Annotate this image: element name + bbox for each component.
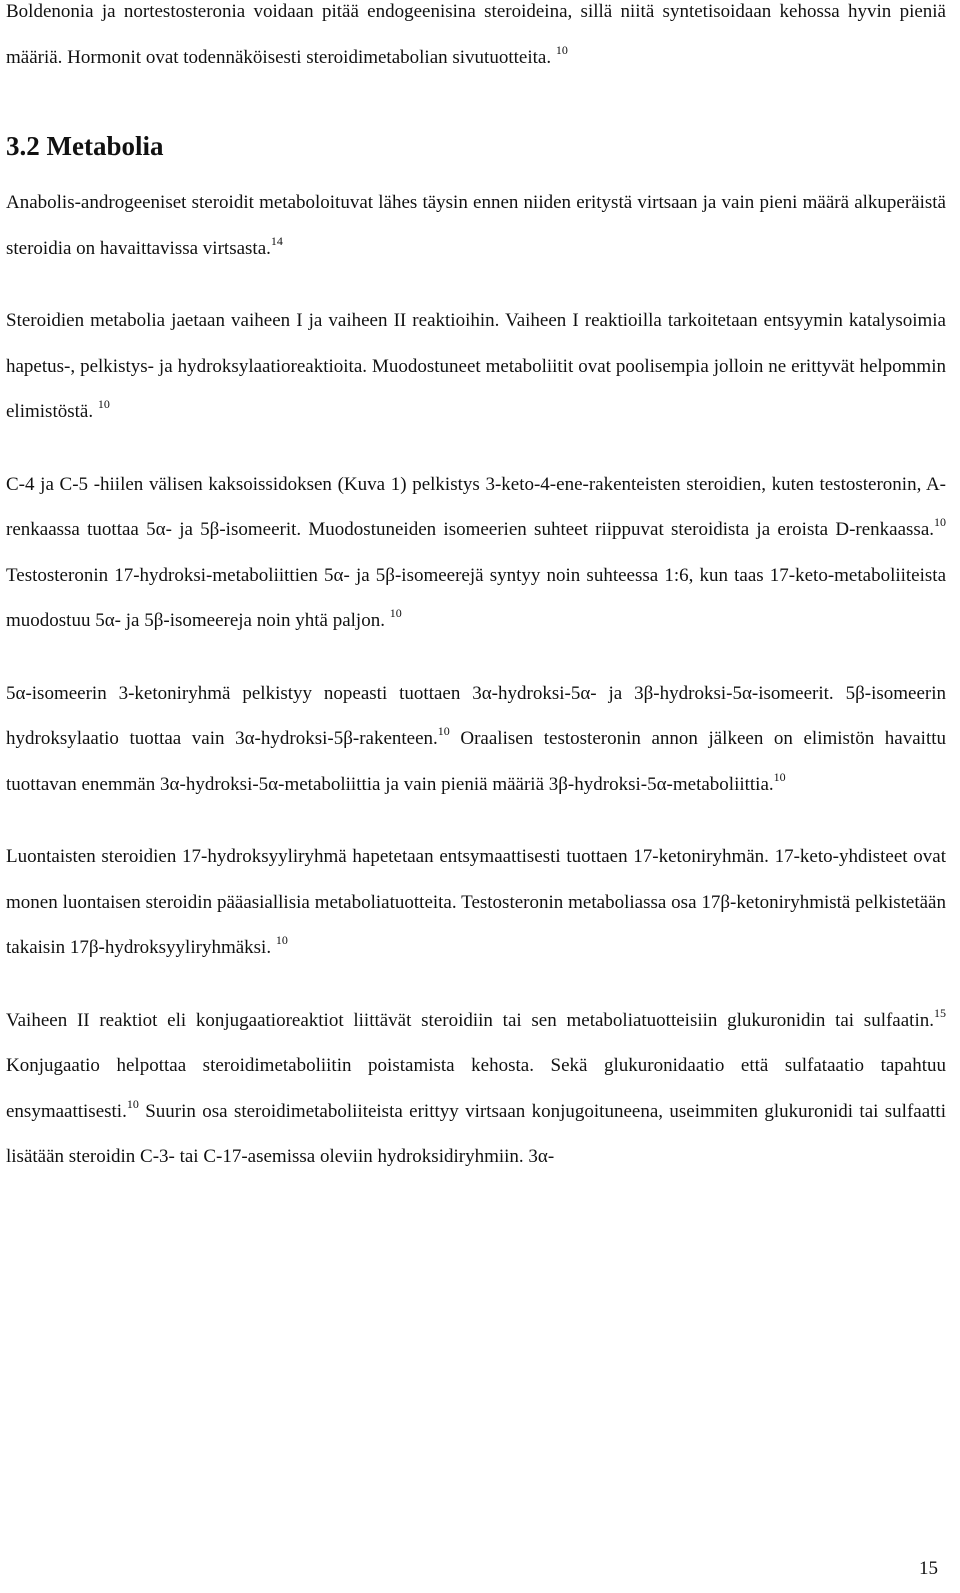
reference-superscript: 14	[270, 233, 283, 248]
paragraph-text: Anabolis-androgeeniset steroidit metaboloituvat lähes täysin ennen niiden eritystä virtsaan ja vain pieni määrä alkuperäistä steroidia on havaittavissa virtsasta.	[6, 192, 946, 259]
reference-superscript: 15	[934, 1005, 946, 1020]
paragraph-metabolism-intro	[6, 180, 946, 271]
paragraph-text: Steroidien metabolia jaetaan vaiheen I ja vaiheen II reaktioihin. Vaiheen I reaktioilla tarkoitetaan entsyymin katalysoimia hapetus-, pelkistys- ja hydroksylaatioreaktioita. Muodostuneet metaboliitit ovat poolisempia jolloin ne erittyvät helpommin elimistöstä.	[6, 310, 946, 422]
page-number: 15	[919, 1558, 938, 1579]
paragraph-text: Boldenonia ja nortestosteronia voidaan pitää endogeenisina steroideina, sillä niitä syntetisoidaan kehossa hyvin pieniä määriä. Hormonit ovat todennäköisesti steroidimetabolian sivutuotteita.	[6, 1, 946, 68]
document-page	[6, 0, 946, 1180]
paragraph-isomer-reduction	[6, 671, 946, 808]
paragraph-text: Oraalisen testosteronin annon jälkeen on elimistön havaittu tuottavan enemmän 3α-hydroksi-5α-metaboliittia ja vain pieniä määriä 3β-hydroksi-5α-metaboliittia.	[6, 728, 946, 795]
paragraph-text: C-4 ja C-5 -hiilen välisen kaksoissidoksen (Kuva 1) pelkistys 3-keto-4-ene-rakenteisten steroidien, kuten testosteronin, A-renkaassa tuottaa 5α- ja 5β-isomeerit. Muodostuneiden isomeerien suhteet riippuvat steroidista ja eroista D-renkaassa.	[6, 473, 946, 540]
section-heading: 3.2 Metabolia	[6, 131, 164, 161]
reference-superscript: 10	[555, 42, 568, 57]
reference-superscript: 10	[389, 606, 402, 620]
paragraph-text: Luontaisten steroidien 17-hydroksyyliryhmä hapetetaan entsymaattisesti tuottaen 17-ketoniryhmän. 17-keto-yhdisteet ovat monen luontaisen steroidin pääasiallisia metaboliatuotteita. Testosteronin metaboliassa osa 17β-ketoniryhmistä pelkistetään takaisin 17β-hydroksyyliryhmäksi.	[6, 846, 946, 958]
reference-superscript: 10	[437, 724, 450, 738]
paragraph-text: Vaiheen II reaktiot eli konjugaatioreaktiot liittävät steroidiin tai sen metaboliatuotteisiin glukuronidin tai sulfaatin.	[6, 1009, 934, 1031]
paragraph-text: 5α-isomeerin 3-ketoniryhmä pelkistyy nopeasti tuottaen 3α-hydroksi-5α- ja 3β-hydroksi-5α-isomeerit. 5β-isomeerin hydroksylaatio tuottaa vain 3α-hydroksi-5β-rakenteen.	[6, 682, 946, 749]
paragraph-text: Suurin osa steroidimetaboliiteista erittyy virtsaan konjugoituneena, useimmiten glukuronidi tai sulfaatti lisätään steroidin C-3- tai C-17-asemissa oleviin hydroksidiryhmiin. 3α-	[6, 1100, 946, 1167]
paragraph-text: Konjugaatio helpottaa steroidimetaboliitin poistamista kehosta. Sekä glukuronidaatio että sulfataatio tapahtuu ensymaattisesti.	[6, 1055, 946, 1122]
reference-superscript: 10	[126, 1096, 139, 1111]
paragraph-oxidation	[6, 834, 946, 971]
paragraph-phase-one	[6, 298, 946, 435]
paragraph-double-bond-reduction	[6, 462, 946, 644]
reference-superscript: 10	[97, 397, 110, 411]
reference-superscript: 10	[934, 515, 946, 529]
paragraph-text: Testosteronin 17-hydroksi-metaboliittien 5α- ja 5β-isomeerejä syntyy noin suhteessa 1:6, kun taas 17-keto-metaboliiteista muodostuu 5α- ja 5β-isomeereja noin yhtä paljon.	[6, 564, 946, 631]
reference-superscript: 10	[275, 933, 288, 947]
paragraph-phase-two	[6, 998, 946, 1180]
paragraph-endogenous-steroids	[6, 0, 946, 80]
reference-superscript: 10	[773, 769, 786, 784]
